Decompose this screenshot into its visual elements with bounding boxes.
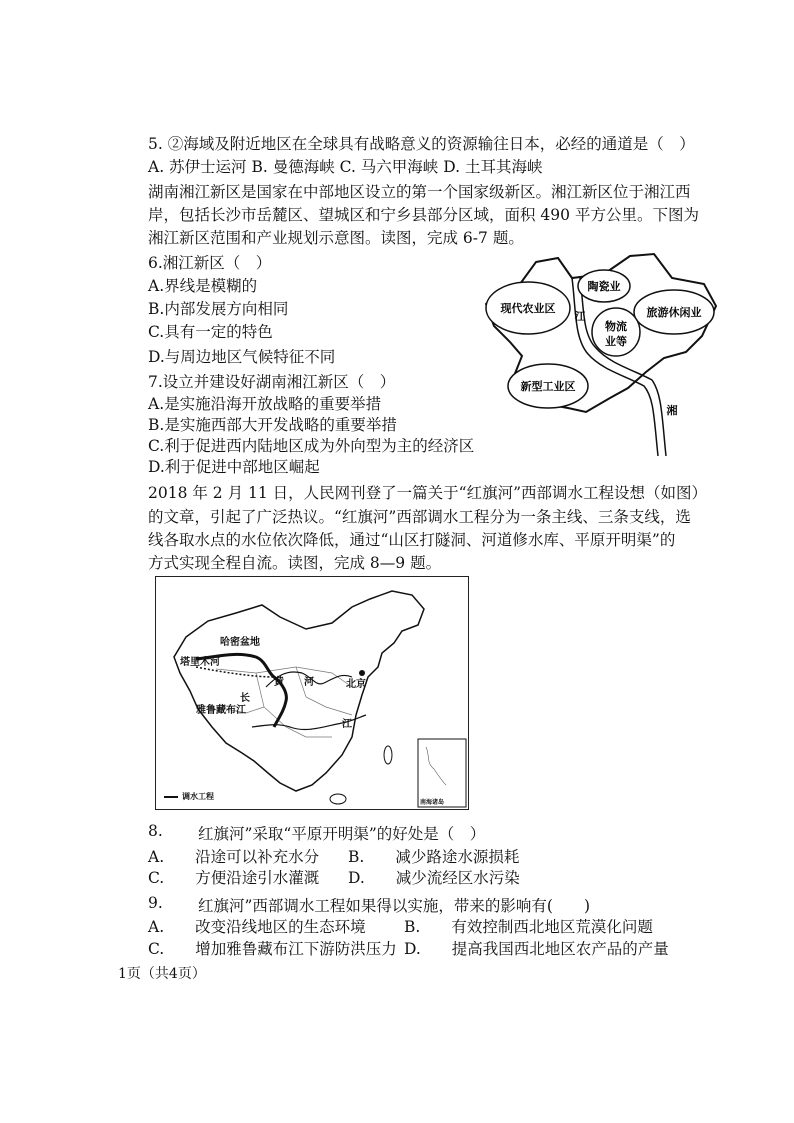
zone-label: 业等 [605, 335, 627, 348]
q6-option-b: B.内部发展方向相同 [148, 300, 289, 318]
river-label: 江 [574, 310, 586, 323]
intro-line: 岸，包括长沙市岳麓区、望城区和宁乡县部分区域，面积 490 平方公里。下图为 [148, 206, 699, 224]
q5-stem: 5. ②海域及附近地区在全球具有战略意义的资源输往日本，必经的通道是（ ） [148, 135, 695, 153]
china-outline [174, 591, 424, 791]
map-label-yellow: 黄 [274, 677, 284, 688]
q8-option-c: C. 方便沿途引水灌溉 [148, 869, 320, 887]
intro-line: 湖南湘江新区是国家在中部地区设立的第一个国家级新区。湘江新区位于湘江西 [148, 183, 691, 201]
map-label-changjiang: 长 [240, 693, 250, 704]
map-label-changjiang: 江 [342, 719, 352, 730]
intro-line: 线各取水点的水位依次降低，通过“山区打隧洞、河道修水库、平原开明渠”的 [148, 531, 676, 549]
q6-stem: 6.湘江新区（ ） [148, 254, 272, 272]
q6-option-a: A.界线是模糊的 [148, 277, 258, 295]
q9-number: 9. [148, 894, 163, 912]
map-label-tarim: 塔里木河 [180, 657, 220, 668]
hainan-island [330, 794, 346, 804]
q7-option-a: A.是实施沿海开放战略的重要举措 [148, 395, 382, 413]
legend-label: 调水工程 [182, 792, 214, 801]
q8-option-b: B. 减少路途水源损耗 [348, 848, 520, 866]
q8-option-d: D. 减少流经区水污染 [348, 869, 520, 887]
inset-label: 南海诸岛 [420, 799, 445, 806]
q9-option-c: C. 增加雅鲁藏布江下游防洪压力 [148, 940, 397, 958]
q9-stem: 红旗河”西部调水工程如果得以实施，带来的影响有( ) [198, 897, 591, 915]
q8-number: 8. [148, 822, 163, 840]
intro-line: 的文章，引起了广泛热议。“红旗河”西部调水工程分为一条主线、三条支线，选 [148, 508, 691, 526]
page-footer: 1页（共4页） [118, 966, 206, 982]
zone-label: 旅游休闲业 [646, 306, 702, 319]
q5-options: A. 苏伊士运河 B. 曼德海峡 C. 马六甲海峡 D. 土耳其海峡 [148, 158, 543, 176]
intro-line: 2018 年 2 月 11 日，人民网刊登了一篇关于“红旗河”西部调水工程设想（如图） [148, 484, 708, 502]
q7-option-d: D.利于促进中部地区崛起 [148, 458, 320, 476]
map-label-beijing: 北京 [346, 679, 366, 690]
q9-option-b: B. 有效控制西北地区荒漠化问题 [404, 918, 653, 936]
q8-option-a: A. 沿途可以补充水分 [148, 848, 320, 866]
intro-line: 湘江新区范围和产业规划示意图。读图，完成 6-7 题。 [148, 229, 524, 247]
zone-label: 物流 [605, 320, 627, 333]
q9-option-d: D. 提高我国西北地区农产品的产量 [404, 940, 669, 958]
taiwan-island [384, 746, 392, 764]
intro-line: 方式实现全程自流。读图，完成 8—9 题。 [148, 554, 442, 572]
q9-option-a: A. 改变沿线地区的生态环境 [148, 918, 366, 936]
river-label: 湘 [666, 404, 678, 417]
q6-option-d: D.与周边地区气候特征不同 [148, 348, 336, 366]
xiangjiang-map [476, 248, 724, 458]
q6-option-c: C.具有一定的特色 [148, 323, 273, 341]
zone-label: 现代农业区 [500, 302, 556, 315]
zone-label: 新型工业区 [520, 380, 576, 393]
q7-stem: 7.设立并建设好湖南湘江新区（ ） [148, 373, 396, 391]
map-label-yarlung: 雅鲁藏布江 [196, 705, 246, 716]
q7-option-b: B.是实施西部大开发战略的重要举措 [148, 416, 397, 434]
zone-label: 陶瓷业 [587, 280, 621, 293]
china-map [155, 576, 469, 810]
q7-option-c: C.利于促进西内陆地区成为外向型为主的经济区 [148, 437, 475, 455]
q8-stem: 红旗河”采取“平原开明渠”的好处是（ ） [198, 825, 486, 843]
map-label-hami: 哈密盆地 [220, 637, 260, 648]
map-label-yellow: 河 [304, 677, 314, 688]
